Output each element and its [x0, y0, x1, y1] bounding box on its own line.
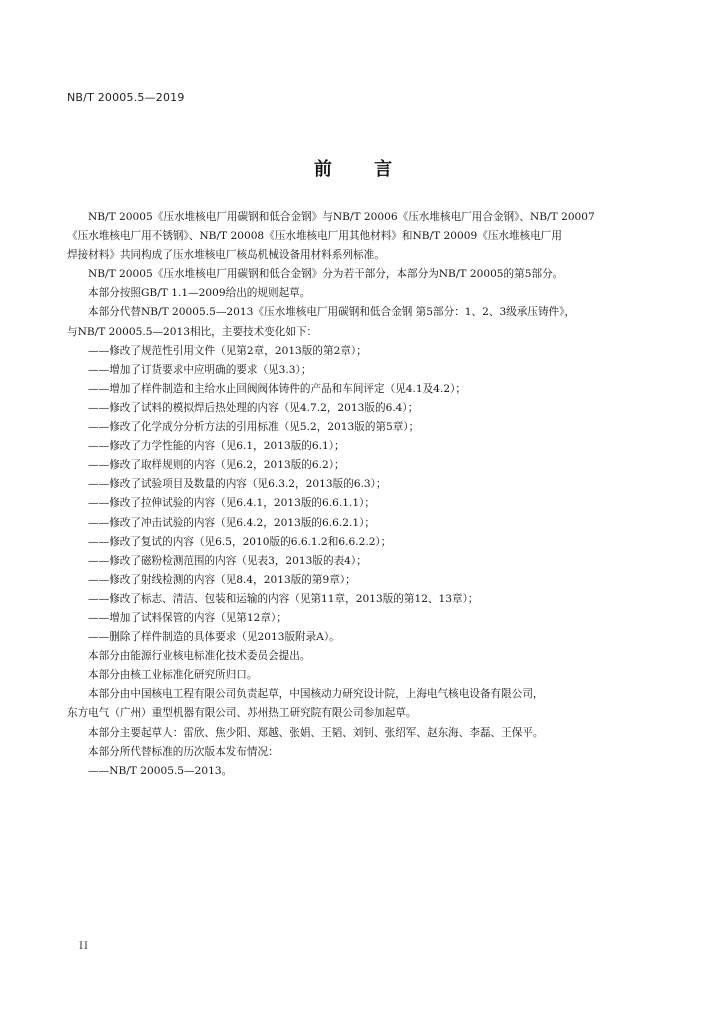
paragraph-line: ——修改了磁粉检测范围的内容（见表3，2013版的表4）； [88, 554, 367, 567]
paragraph-line: 本部分按照GB/T 1.1—2009给出的规则起草。 [88, 287, 311, 300]
paragraph-line: 本部分由中国核电工程有限公司负责起草，中国核动力研究设计院，上海电气核电设备有限公司， [88, 688, 544, 701]
paragraph-line: ——修改了试验项目及数量的内容（见6.3.2，2013版的6.3）； [88, 478, 387, 491]
paragraph-line: 本部分主要起草人：雷欣、焦少阳、郑越、张娟、王韬、刘钊、张绍军、赵东海、李磊、王保平。 [88, 726, 544, 739]
paragraph-line: ——增加了试料保管的内容（见第12章）； [88, 611, 287, 624]
paragraph-line: 东方电气（广州）重型机器有限公司、苏州热工研究院有限公司参加起草。 [67, 707, 417, 720]
paragraph-line: ——修改了规范性引用文件（见第2章，2013版的第2章）； [88, 344, 367, 357]
paragraph-line: 本部分由能源行业核电标准化技术委员会提出。 [88, 650, 311, 663]
paragraph-line: NB/T 20005《压水堆核电厂用碳钢和低合金钢》与NB/T 20006《压水堆核电厂用合金钢》、NB/T 20007 [88, 211, 595, 223]
paragraph-line: ——修改了力学性能的内容（见6.1，2013版的6.1）； [88, 440, 345, 453]
paragraph-line: ——修改了复试的内容（见6.5，2010版的6.6.1.2和6.6.2.2）； [88, 535, 392, 548]
paragraph-line: ——增加了样件制造和主给水止回阀阀体铸件的产品和车间评定（见4.1及4.2）； [88, 382, 466, 395]
document-code: NB/T 20005.5—2019 [67, 91, 185, 104]
paragraph-line: 本部分由核工业标准化研究所归口。 [88, 669, 258, 682]
page-number: II [79, 941, 89, 952]
paragraph-line: ——修改了拉伸试验的内容（见6.4.1，2013版的6.6.1.1）； [88, 497, 375, 510]
paragraph-line: ——修改了试料的模拟焊后热处理的内容（见4.7.2，2013版的6.4）； [88, 401, 419, 414]
paragraph-line: 本部分所代替标准的历次版本发布情况： [88, 745, 279, 758]
paragraph-line: ——增加了订货要求中应明确的要求（见3.3）； [88, 363, 312, 376]
paragraph-line: ——删除了样件制造的具体要求（见2013版附录A）。 [88, 631, 340, 644]
paragraph-line: ——修改了射线检测的内容（见8.4，2013版的第9章）； [88, 573, 356, 586]
paragraph-line: ——修改了标志、清洁、包装和运输的内容（见第11章，2013版的第12、13章）； [88, 592, 479, 605]
paragraph-line: 本部分代替NB/T 20005.5—2013《压水堆核电厂用碳钢和低合金钢 第5部分：1、2、3级承压铸件》， [88, 306, 576, 319]
paragraph-line: ——修改了取样规则的内容（见6.2，2013版的6.2）； [88, 459, 345, 472]
paragraph-line: ——修改了冲击试验的内容（见6.4.2，2013版的6.6.2.1）； [88, 516, 375, 529]
page-title: 前 言 [313, 159, 411, 180]
paragraph-line: 焊接材料》共同构成了压水堆核电厂核岛机械设备用材料系列标准。 [67, 249, 385, 262]
paragraph-line: ——修改了化学成分分析方法的引用标准（见5.2，2013版的第5章）； [88, 421, 420, 434]
paragraph-line: ——NB/T 20005.5—2013。 [88, 764, 233, 777]
paragraph-line: 与NB/T 20005.5—2013相比，主要技术变化如下： [67, 325, 318, 338]
paragraph-line: NB/T 20005《压水堆核电厂用碳钢和低合金钢》分为若干部分，本部分为NB/T 20005的第5部分。 [88, 268, 564, 281]
paragraph-line: 《压水堆核电厂用不锈钢》、NB/T 20008《压水堆核电厂用其他材料》和NB/T 20009《压水堆核电厂用 [67, 230, 562, 243]
foreword-body [67, 208, 657, 781]
